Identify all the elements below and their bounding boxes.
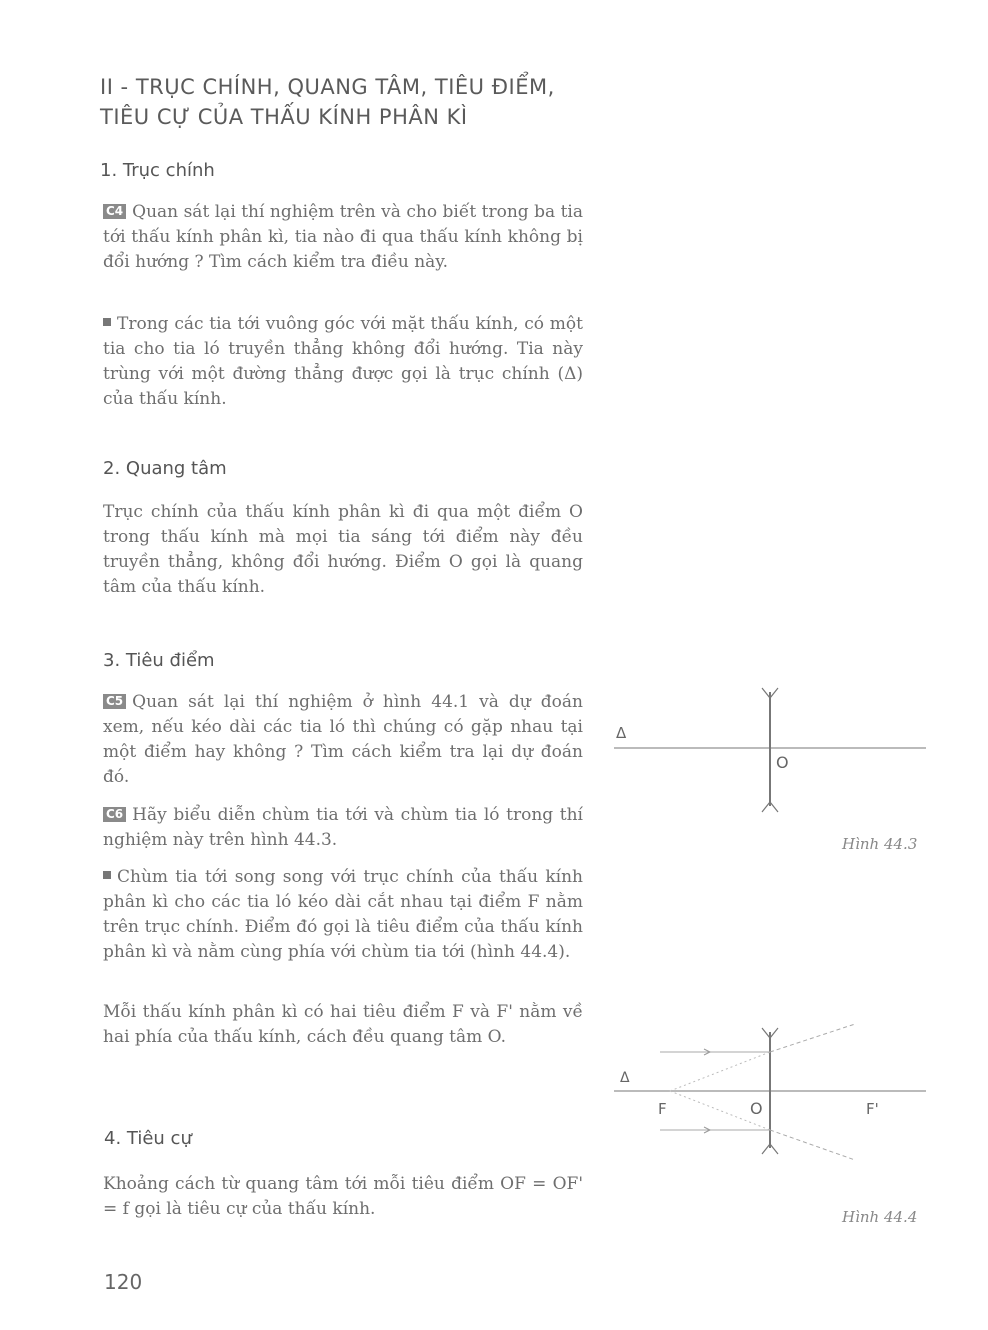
center-label: O (750, 1099, 763, 1118)
note-principal-axis (103, 312, 583, 412)
center-label: O (776, 753, 789, 772)
c4-tag: C4 (103, 204, 126, 219)
refracted-ray-top (770, 1024, 855, 1052)
caption-44-3: Hình 44.3 (842, 835, 918, 853)
focus-left-label: F (658, 1100, 667, 1118)
heading-focal-length: 4. Tiêu cự (104, 1128, 192, 1149)
section-title: II - TRỤC CHÍNH, QUANG TÂM, TIÊU ĐIỂM, TIÊU CỰ CỦA THẤU KÍNH PHÂN KÌ (100, 75, 555, 129)
note-principal-axis-text: Trong các tia tới vuông góc với mặt thấu kính, có một tia cho tia ló truyền thẳng không đổi hướng. Tia này trùng với một đường thẳng được gọi là trục chính (Δ) của thấu kính. (103, 314, 583, 409)
heading-optical-center: 2. Quang tâm (103, 458, 227, 479)
note-focal-point-text: Chùm tia tới song song với trục chính của thấu kính phân kì cho các tia ló kéo dài cắt nhau tại điểm F nằm trên trục chính. Điểm đó gọi là tiêu điểm của thấu kính phân kì và nằm cùng phía với chùm tia tới (hình 44.4). (103, 867, 583, 962)
page-number: 120 (104, 1270, 143, 1294)
paragraph-two-foci: Mỗi thấu kính phân kì có hai tiêu điểm F và F' nằm về hai phía của thấu kính, cách đều quang tâm O. (103, 1002, 583, 1047)
caption-44-4: Hình 44.4 (842, 1208, 918, 1226)
paragraph-optical-center: Trục chính của thấu kính phân kì đi qua một điểm O trong thấu kính mà mọi tia sáng tới điểm này đều truyền thẳng, không đổi hướng. Điểm O gọi là quang tâm của thấu kính. (103, 502, 583, 597)
axis-label: Δ (620, 1070, 630, 1086)
c4-text: Quan sát lại thí nghiệm trên và cho biết trong ba tia tới thấu kính phân kì, tia nào đi qua thấu kính không bị đổi hướng ? Tìm cách kiểm tra điều này. (103, 202, 583, 272)
heading-focal-point: 3. Tiêu điểm (103, 650, 215, 671)
figure-44-4 (600, 1020, 940, 1170)
virtual-extension-top (670, 1052, 770, 1091)
c6-tag: C6 (103, 807, 126, 822)
c6-text: Hãy biểu diễn chùm tia tới và chùm tia ló trong thí nghiệm này trên hình 44.3. (103, 805, 583, 850)
bullet-icon (103, 871, 111, 879)
figure-44-3 (600, 680, 940, 830)
paragraph-focal-length: Khoảng cách từ quang tâm tới mỗi tiêu điểm OF = OF' = f gọi là tiêu cự của thấu kính. (103, 1174, 583, 1219)
paragraph-c6 (103, 803, 583, 853)
note-focal-point (103, 865, 583, 965)
paragraph-c4 (103, 200, 583, 275)
axis-label: Δ (616, 724, 627, 742)
focus-right-label: F' (866, 1100, 879, 1118)
paragraph-c5 (103, 690, 583, 790)
bullet-icon (103, 318, 111, 326)
c5-tag: C5 (103, 694, 126, 709)
heading-principal-axis: 1. Trục chính (100, 160, 215, 181)
refracted-ray-bottom (770, 1130, 855, 1160)
c5-text: Quan sát lại thí nghiệm ở hình 44.1 và dự đoán xem, nếu kéo dài các tia ló thì chúng có gặp nhau tại một điểm hay không ? Tìm cách kiểm tra lại dự đoán đó. (103, 692, 583, 787)
